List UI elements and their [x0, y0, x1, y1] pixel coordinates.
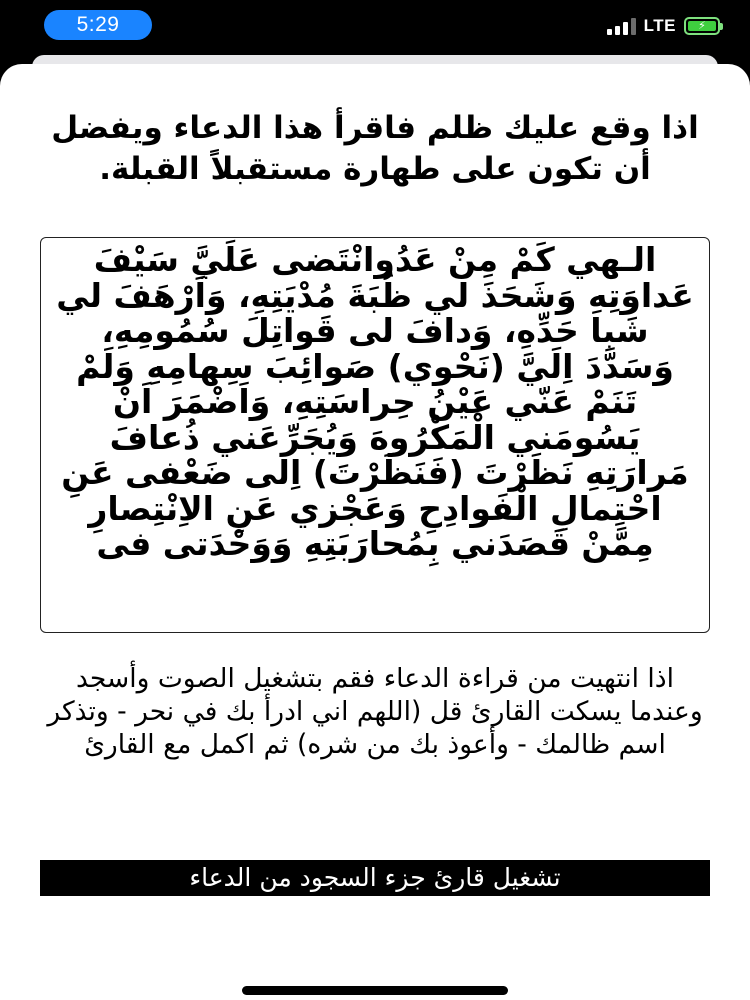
play-reciter-button[interactable]: تشغيل قارئ جزء السجود من الدعاء: [40, 860, 710, 896]
dua-text: الـهي كَمْ مِنْ عَدُوانْتَضى عَلَيَّ سَيْفَ عَداوَتِهِ وَشَحَذَ لي ظُبَةَ مُدْيَتِهِ، وَاَرْهَفَ لي شَبا حَدِّهِ، وَدافَ لى قَواتِلَ سُمُومِهِ، وَسَدَّدَ اِلَيَّ (نَحْوي) صَوائِبَ سِهامِهِ وَلَمْ تَنَمْ عَنّي عَيْنُ حِراسَتِهِ، وَاَضْمَرَ اَنْ يَسُومَني الْمَكْرُوهَ وَيُجَرِّعَني ذُعافَ مَرارَتِهِ نَظَرْتَ (فَنَظَرْتَ) اِلى ضَعْفى عَنِ احْتِمالِ الْفَوادِحِ وَعَجْزي عَنِ الاِنْتِصارِ مِمَّنْ قَصَدَني بِمُحارَبَتِهِ وَوَحْدَتى فى: [56, 240, 694, 563]
home-indicator[interactable]: [242, 986, 508, 995]
battery-charging-icon: ⚡: [684, 17, 720, 35]
intro-text: اذا وقع عليك ظلم فاقرأ هذا الدعاء ويفضل أن تكون على طهارة مستقبلاً القبلة.: [51, 110, 699, 187]
network-label: LTE: [643, 16, 676, 35]
status-time[interactable]: 5:29: [44, 10, 152, 40]
dua-scroll-box[interactable]: [40, 237, 710, 633]
status-bar: [0, 0, 750, 52]
status-indicators: [607, 14, 720, 38]
signal-icon: [607, 17, 636, 35]
content-sheet: [0, 64, 750, 1000]
instructions-text: اذا انتهيت من قراءة الدعاء فقم بتشغيل الصوت وأسجد وعندما يسكت القارئ قل (اللهم اني ادرأ بك في نحر - وتذكر اسم ظالمك - وأعوذ بك من شره) ثم اكمل مع القارئ: [47, 663, 703, 760]
